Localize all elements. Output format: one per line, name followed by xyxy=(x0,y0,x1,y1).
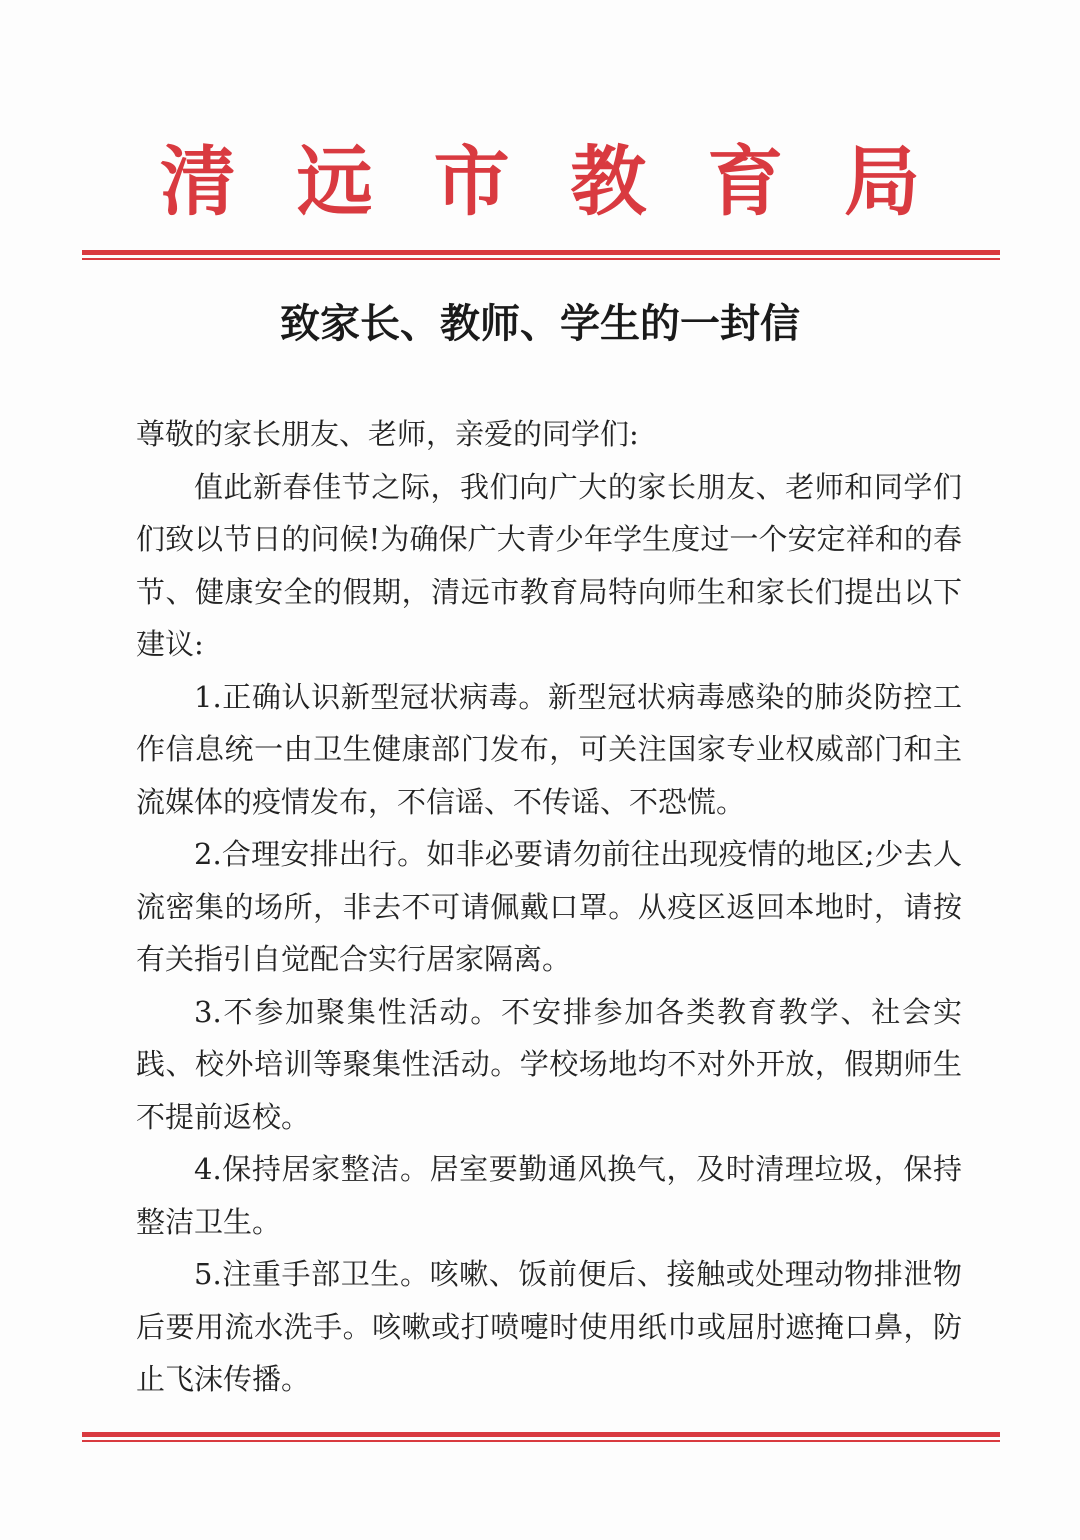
letter-title: 致家长、教师、学生的一封信 xyxy=(280,300,800,347)
letterhead-char: 育 xyxy=(707,137,784,226)
letterhead-char: 清 xyxy=(160,137,236,226)
letterhead-char: 局 xyxy=(843,137,920,226)
salutation: 尊敬的家长朋友、老师，亲爱的同学们: xyxy=(136,417,639,451)
header-rule-thin xyxy=(82,258,1000,260)
footer-rule-thick xyxy=(82,1432,1000,1437)
footer-rule-thin xyxy=(82,1440,1000,1442)
header-rule-thick xyxy=(82,250,1000,255)
paragraph-item-5: 5.注重手部卫生。咳嗽、饭前便后、接触或处理动物排泄物后要用流水洗手。咳嗽或打喷嚏时使用纸巾或屈肘遮掩口鼻，防止飞沫传播。 xyxy=(136,1257,962,1396)
paragraph-item-2: 2.合理安排出行。如非必要请勿前往出现疫情的地区;少去人流密集的场所，非去不可请佩戴口罩。从疫区返回本地时，请按有关指引自觉配合实行居家隔离。 xyxy=(136,837,962,976)
letterhead-char: 远 xyxy=(296,137,373,226)
paragraph-intro: 值此新春佳节之际，我们向广大的家长朋友、老师和同学们们致以节日的问候!为确保广大青少年学生度过一个安定祥和的春节、健康安全的假期，清远市教育局特向师生和家长们提出以下建议: xyxy=(136,469,962,661)
letterhead xyxy=(160,132,920,232)
paragraph-item-3: 3.不参加聚集性活动。不安排参加各类教育教学、社会实践、校外培训等聚集性活动。学校场地均不对外开放，假期师生不提前返校。 xyxy=(136,994,962,1134)
letter-body xyxy=(136,408,962,1406)
letterhead-char: 教 xyxy=(570,137,647,226)
letterhead-char: 市 xyxy=(433,137,510,226)
paragraph-item-4: 4.保持居家整洁。居室要勤通风换气，及时清理垃圾，保持整洁卫生。 xyxy=(136,1152,962,1239)
paragraph-item-1: 1.正确认识新型冠状病毒。新型冠状病毒感染的肺炎防控工作信息统一由卫生健康部门发布，可关注国家专业权威部门和主流媒体的疫情发布，不信谣、不传谣、不恐慌。 xyxy=(136,679,962,819)
